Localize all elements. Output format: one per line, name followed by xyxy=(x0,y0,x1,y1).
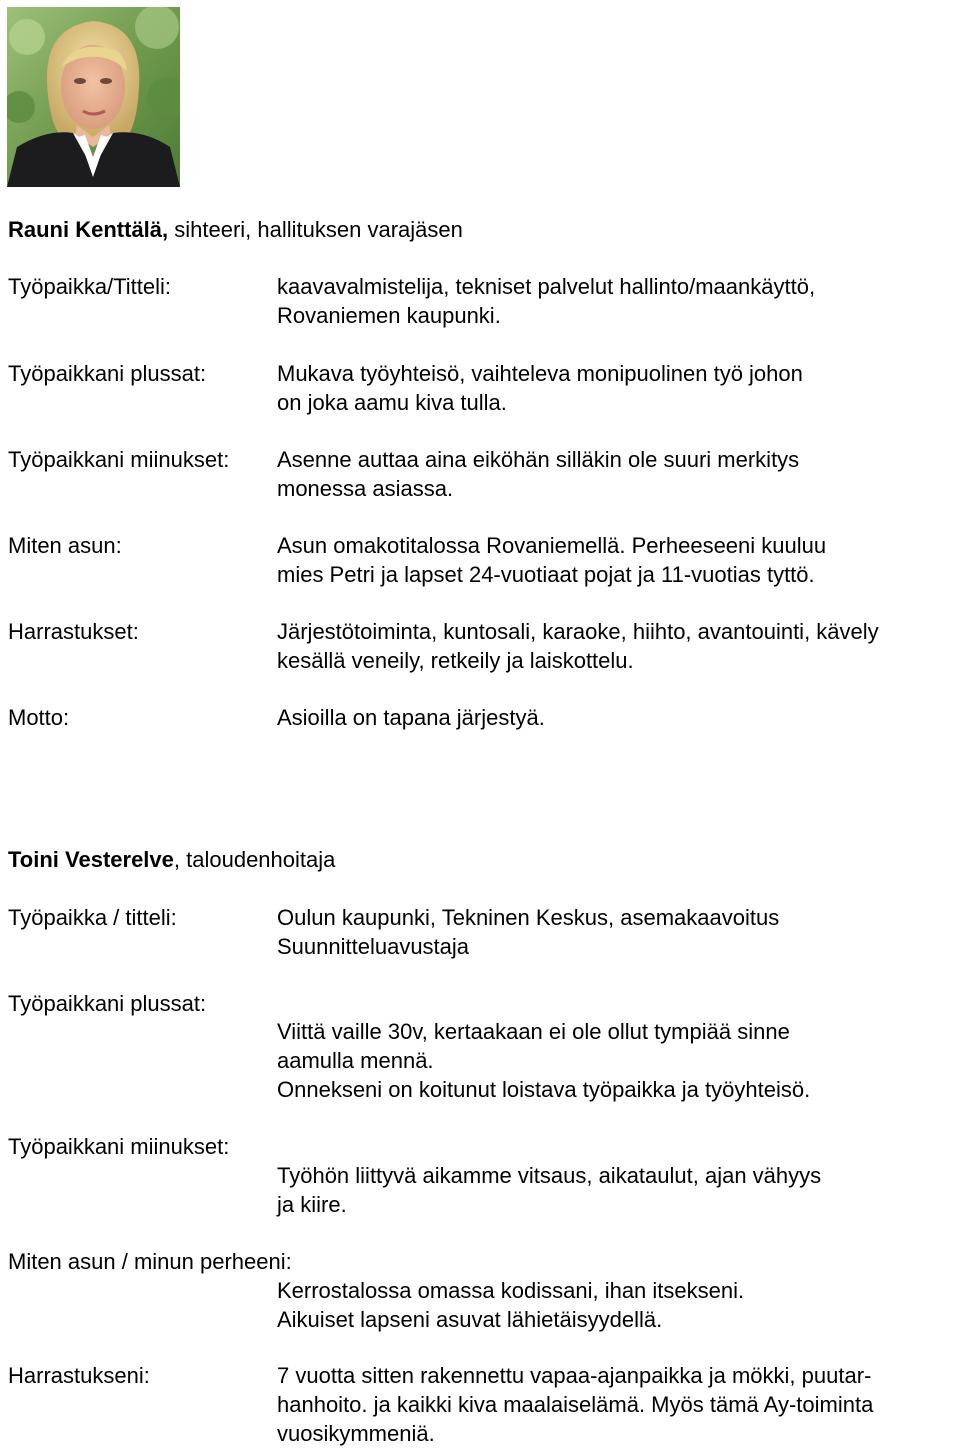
person1-row-label: Työpaikka/Titteli: xyxy=(8,274,172,299)
portrait-photo xyxy=(7,7,180,187)
person1-row-label: Miten asun: xyxy=(8,533,122,558)
person2-row-value: Viittä vaille 30v, kertaakaan ei ole ollut tympiää sinne xyxy=(277,1019,790,1044)
person2-row-label: Harrastukseni: xyxy=(8,1363,150,1388)
person1-role: sihteeri, hallituksen varajäsen xyxy=(168,217,463,242)
person2-row-value: Kerrostalossa omassa kodissani, ihan itsekseni. xyxy=(277,1278,745,1303)
person1-row-value: on joka aamu kiva tulla. xyxy=(277,390,507,415)
person1-row-value: Asioilla on tapana järjestyä. xyxy=(277,705,545,730)
person2-row-label: Työpaikkani miinukset: xyxy=(8,1134,230,1159)
person1-name: Rauni Kenttälä, xyxy=(8,217,169,242)
person1-row-value: Asun omakotitalossa Rovaniemellä. Perheeseeni kuuluu xyxy=(277,533,827,558)
person2-row-value: Suunnitteluavustaja xyxy=(277,934,470,959)
person2-name: Toini Vesterelve xyxy=(8,847,174,872)
person1-row-value: Rovaniemen kaupunki. xyxy=(277,303,501,328)
person2-row-value: hanhoito. ja kaikki kiva maalaiselämä. Myös tämä Ay-toiminta xyxy=(277,1392,874,1417)
person2-row-value: Oulun kaupunki, Tekninen Keskus, asemakaavoitus xyxy=(277,905,780,930)
person1-row-value: monessa asiassa. xyxy=(277,476,454,501)
person2-row-value: Työhön liittyvä aikamme vitsaus, aikataulut, ajan vähyys xyxy=(277,1163,822,1188)
person1-row-value: Järjestötoiminta, kuntosali, karaoke, hiihto, avantouinti, kävely xyxy=(277,619,879,644)
person2-row-label: Työpaikkani plussat: xyxy=(8,991,207,1016)
person2-heading xyxy=(8,845,335,874)
person1-row-value: kesällä veneily, retkeily ja laiskottelu. xyxy=(277,648,634,673)
person2-row-value: Onnekseni on koitunut loistava työpaikka ja työyhteisö. xyxy=(277,1077,811,1102)
person1-row-label: Motto: xyxy=(8,705,70,730)
person2-row-value: aamulla mennä. xyxy=(277,1048,434,1073)
person2-row-value: vuosikymmeniä. xyxy=(277,1421,435,1446)
person1-row-label: Työpaikkani plussat: xyxy=(8,361,207,386)
person2-row-value: 7 vuotta sitten rakennettu vapaa-ajanpaikka ja mökki, puutar- xyxy=(277,1363,872,1388)
person2-row-value: ja kiire. xyxy=(277,1192,347,1217)
person2-role: , taloudenhoitaja xyxy=(173,847,336,872)
person2-row-value: Aikuiset lapseni asuvat lähietäisyydellä. xyxy=(277,1307,663,1332)
person1-row-value: mies Petri ja lapset 24-vuotiaat pojat ja 11-vuotias tyttö. xyxy=(277,562,815,587)
person1-row-value: Mukava työyhteisö, vaihteleva monipuolinen työ johon xyxy=(277,361,803,386)
person1-heading xyxy=(8,215,463,244)
person2-row-label: Miten asun / minun perheeni: xyxy=(8,1249,292,1274)
person1-row-label: Harrastukset: xyxy=(8,619,139,644)
person1-row-value: kaavavalmistelija, tekniset palvelut hallinto/maankäyttö, xyxy=(277,274,816,299)
person1-row-label: Työpaikkani miinukset: xyxy=(8,447,230,472)
person2-row-label: Työpaikka / titteli: xyxy=(8,905,177,930)
person1-row-value: Asenne auttaa aina eiköhän silläkin ole suuri merkitys xyxy=(277,447,800,472)
